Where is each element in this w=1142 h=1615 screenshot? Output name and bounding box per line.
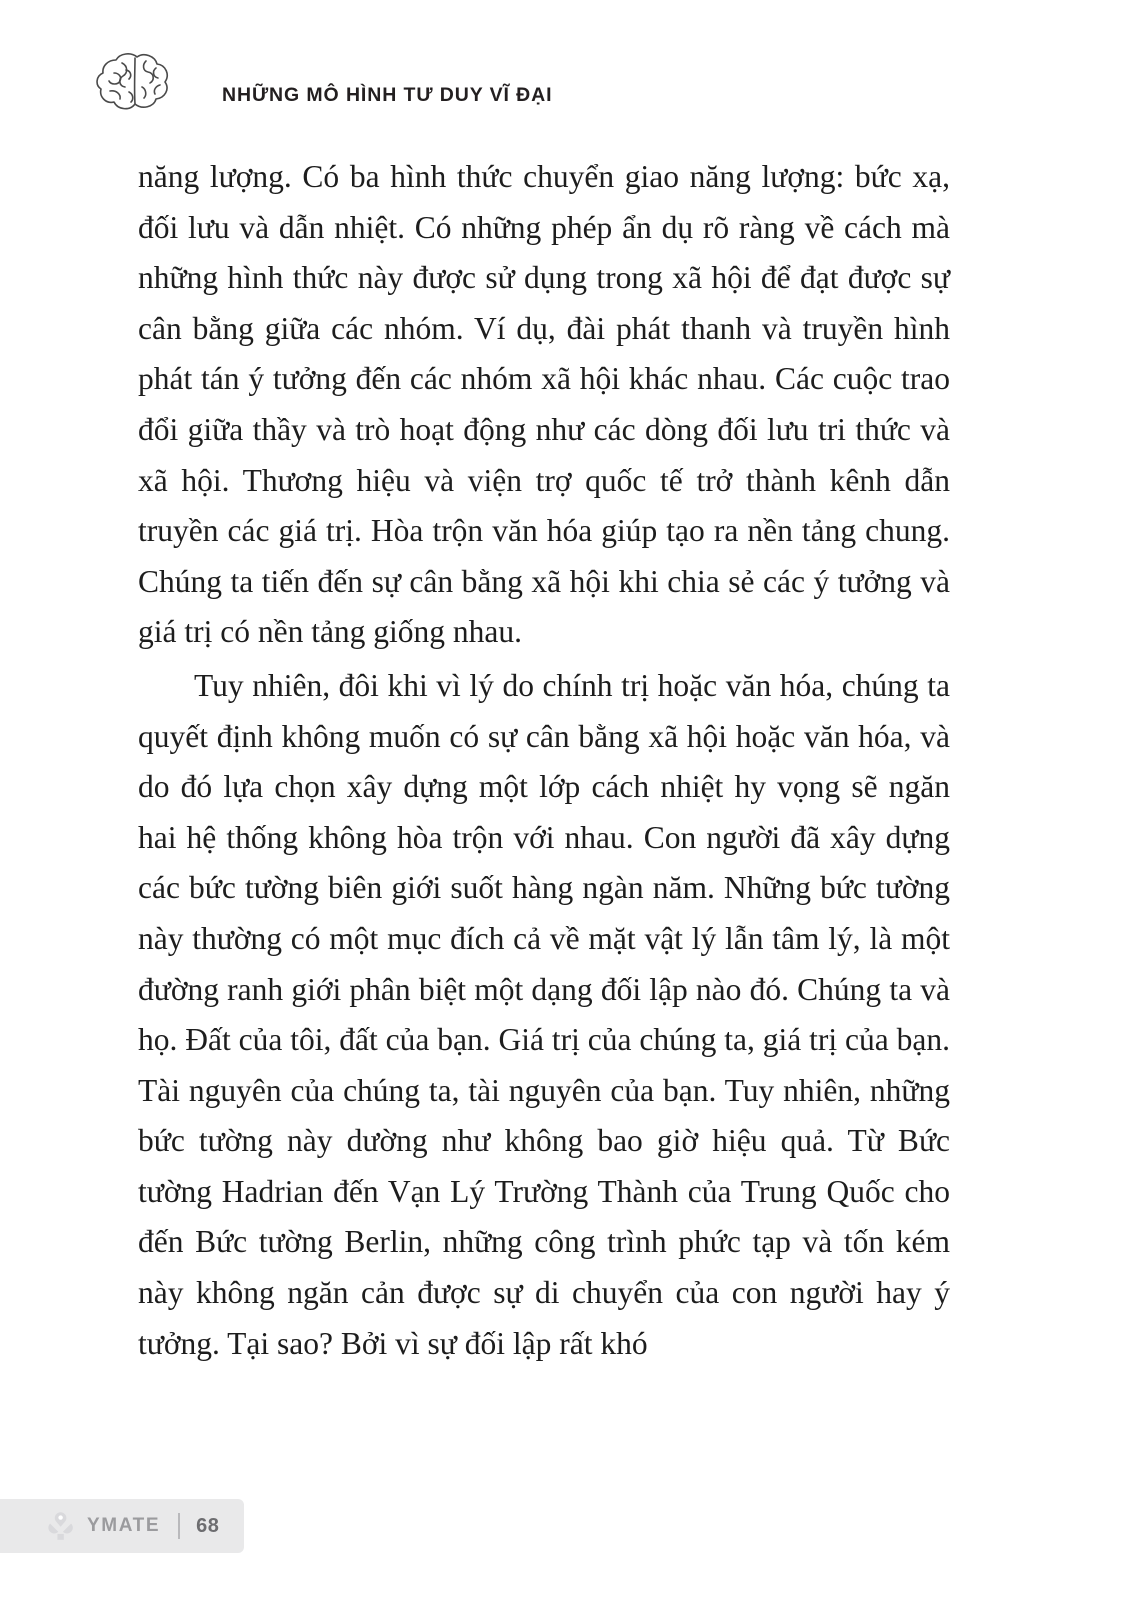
paragraph: năng lượng. Có ba hình thức chuyển giao năng lượng: bức xạ, đối lưu và dẫn nhiệt. Có những phép ẩn dụ rõ ràng về cách mà những hình thức này được sử dụng trong xã hội để đạt được sự cân bằng giữa các nhóm. Ví dụ, đài phát thanh và truyền hình phát tán ý tưởng đến các nhóm xã hội khác nhau. Các cuộc trao đổi giữa thầy và trò hoạt động như các dòng đối lưu tri thức và xã hội. Thương hiệu và viện trợ quốc tế trở thành kênh dẫn truyền các giá trị. Hòa trộn văn hóa giúp tạo ra nền tảng chung. Chúng ta tiến đến sự cân bằng xã hội khi chia sẻ các ý tưởng và giá trị có nền tảng giống nhau.: [138, 159, 950, 650]
page-title: NHỮNG MÔ HÌNH TƯ DUY VĨ ĐẠI: [222, 84, 553, 106]
page-body: [138, 152, 950, 1369]
footer-divider: [178, 1513, 180, 1539]
footer-logo-text: YMATE: [87, 1515, 161, 1536]
page-footer: [0, 1499, 244, 1553]
page-header: [86, 40, 1056, 120]
paragraph: Tuy nhiên, đôi khi vì lý do chính trị hoặc văn hóa, chúng ta quyết định không muốn có sự cân bằng xã hội hoặc văn hóa, và do đó lựa chọn xây dựng một lớp cách nhiệt hy vọng sẽ ngăn hai hệ thống không hòa trộn với nhau. Con người đã xây dựng các bức tường biên giới suốt hàng ngàn năm. Những bức tường này thường có một mục đích cả về mặt vật lý lẫn tâm lý, là một đường ranh giới phân biệt một dạng đối lập nào đó. Chúng ta và họ. Đất của tôi, đất của bạn. Giá trị của chúng ta, giá trị của bạn. Tài nguyên của chúng ta, tài nguyên của bạn. Tuy nhiên, những bức tường này dường như không bao giờ hiệu quả. Từ Bức tường Hadrian đến Vạn Lý Trường Thành của Trung Quốc cho đến Bức tường Berlin, những công trình phức tạp và tốn kém này không ngăn cản được sự di chuyển của con người hay ý tưởng. Tại sao? Bởi vì sự đối lập rất khó: [138, 667, 950, 1361]
ymate-leaf-icon: [44, 1509, 78, 1543]
page-number: 68: [196, 1514, 220, 1537]
brain-icon: [86, 40, 192, 120]
